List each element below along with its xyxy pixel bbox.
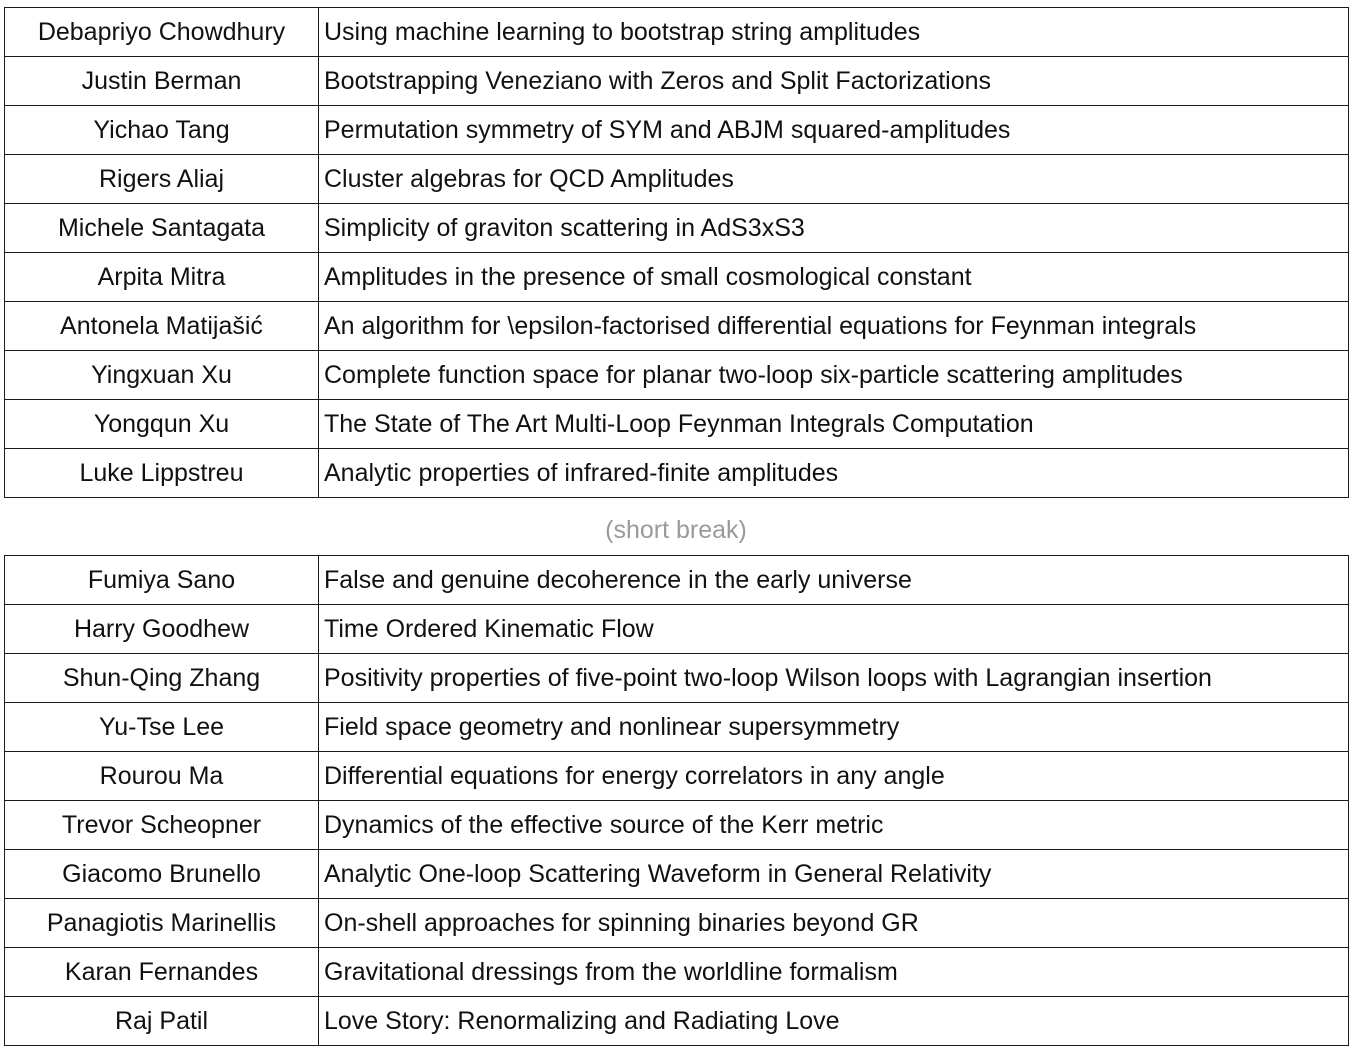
talk-title: Using machine learning to bootstrap string amplitudes (319, 8, 1349, 57)
speaker-name: Yu-Tse Lee (5, 703, 319, 752)
talk-title: Analytic properties of infrared-finite amplitudes (319, 449, 1349, 498)
speaker-name: Yichao Tang (5, 106, 319, 155)
speaker-name: Giacomo Brunello (5, 850, 319, 899)
talk-title: Permutation symmetry of SYM and ABJM squared-amplitudes (319, 106, 1349, 155)
speaker-name: Shun-Qing Zhang (5, 654, 319, 703)
table-row (5, 57, 1349, 106)
talk-title: Dynamics of the effective source of the Kerr metric (319, 801, 1349, 850)
table-row (5, 752, 1349, 801)
table-row (5, 899, 1349, 948)
talk-title: Field space geometry and nonlinear supersymmetry (319, 703, 1349, 752)
talk-title: Gravitational dressings from the worldline formalism (319, 948, 1349, 997)
table-row (5, 556, 1349, 605)
talk-title: False and genuine decoherence in the early universe (319, 556, 1349, 605)
table-row (5, 253, 1349, 302)
table-row (5, 449, 1349, 498)
talk-title: Bootstrapping Veneziano with Zeros and Split Factorizations (319, 57, 1349, 106)
table-row (5, 703, 1349, 752)
talk-title: Time Ordered Kinematic Flow (319, 605, 1349, 654)
speaker-name: Panagiotis Marinellis (5, 899, 319, 948)
talk-title: Cluster algebras for QCD Amplitudes (319, 155, 1349, 204)
speaker-name: Trevor Scheopner (5, 801, 319, 850)
speaker-name: Arpita Mitra (5, 253, 319, 302)
speaker-name: Raj Patil (5, 997, 319, 1046)
table-row (5, 155, 1349, 204)
talk-title: Love Story: Renormalizing and Radiating Love (319, 997, 1349, 1046)
speaker-name: Debapriyo Chowdhury (5, 8, 319, 57)
talk-title: Positivity properties of five-point two-loop Wilson loops with Lagrangian insertion (319, 654, 1349, 703)
speaker-name: Rourou Ma (5, 752, 319, 801)
talk-title: An algorithm for \epsilon-factorised differential equations for Feynman integrals (319, 302, 1349, 351)
speaker-name: Justin Berman (5, 57, 319, 106)
table-row (5, 997, 1349, 1046)
speaker-name: Harry Goodhew (5, 605, 319, 654)
table-row (5, 204, 1349, 253)
table-row (5, 948, 1349, 997)
short-break-label: (short break) (605, 516, 747, 544)
talk-title: The State of The Art Multi-Loop Feynman Integrals Computation (319, 400, 1349, 449)
table-row (5, 8, 1349, 57)
speaker-name: Yongqun Xu (5, 400, 319, 449)
table-row (5, 351, 1349, 400)
talk-table-first-session (4, 7, 1349, 498)
table-row (5, 850, 1349, 899)
talk-title: Analytic One-loop Scattering Waveform in General Relativity (319, 850, 1349, 899)
talk-title: On-shell approaches for spinning binaries beyond GR (319, 899, 1349, 948)
talk-title: Differential equations for energy correlators in any angle (319, 752, 1349, 801)
speaker-name: Antonela Matijašić (5, 302, 319, 351)
table-row (5, 605, 1349, 654)
speaker-name: Michele Santagata (5, 204, 319, 253)
speaker-name: Karan Fernandes (5, 948, 319, 997)
talk-table-second-session (4, 555, 1349, 1046)
speaker-name: Yingxuan Xu (5, 351, 319, 400)
table-row (5, 654, 1349, 703)
table-row (5, 801, 1349, 850)
table-row (5, 302, 1349, 351)
table-row (5, 106, 1349, 155)
talk-title: Amplitudes in the presence of small cosmological constant (319, 253, 1349, 302)
speaker-name: Luke Lippstreu (5, 449, 319, 498)
speaker-name: Rigers Aliaj (5, 155, 319, 204)
talk-title: Complete function space for planar two-loop six-particle scattering amplitudes (319, 351, 1349, 400)
speaker-name: Fumiya Sano (5, 556, 319, 605)
talk-title: Simplicity of graviton scattering in AdS3xS3 (319, 204, 1349, 253)
table-row (5, 400, 1349, 449)
